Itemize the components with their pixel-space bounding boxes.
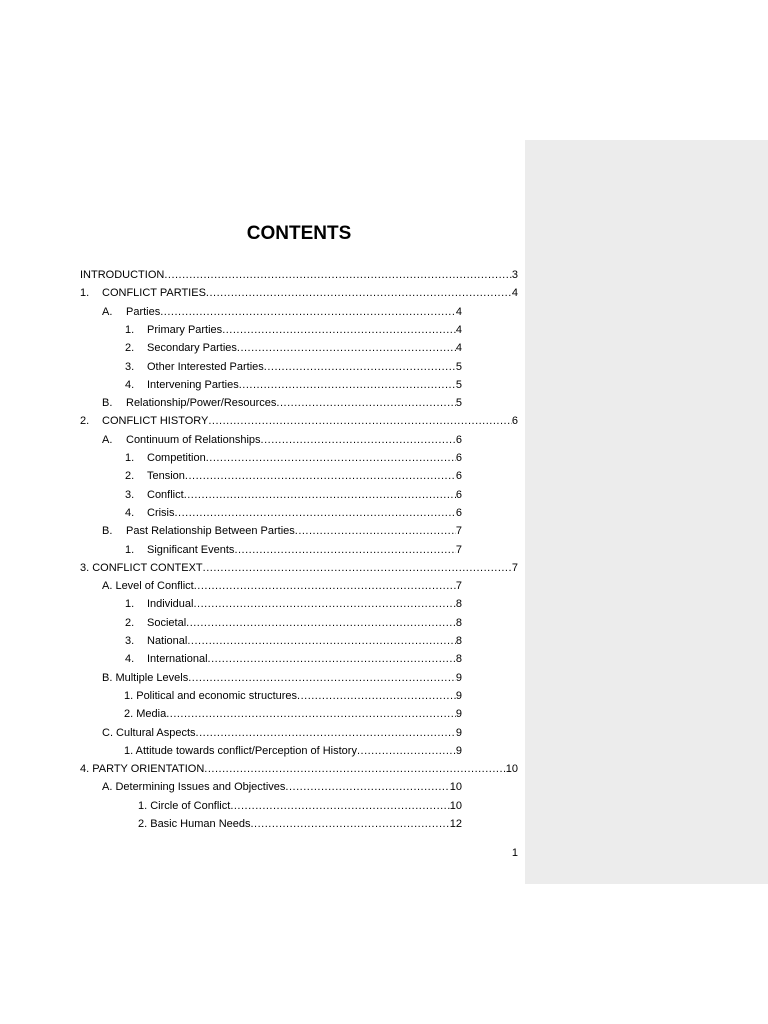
toc-entry-label: 4. PARTY ORIENTATION bbox=[80, 763, 205, 776]
toc-entry-number: 4. bbox=[125, 653, 135, 666]
toc-entry-label: A. Level of Conflict bbox=[102, 580, 194, 593]
toc-entry-label: International bbox=[147, 653, 208, 666]
toc-entry[interactable] bbox=[80, 266, 518, 284]
toc-entry[interactable] bbox=[138, 815, 462, 833]
dot-leader bbox=[194, 577, 456, 595]
toc-entry-page: 7 bbox=[511, 561, 518, 574]
toc-entry-number: 1. bbox=[125, 323, 135, 336]
dot-leader bbox=[184, 486, 456, 504]
dot-leader bbox=[204, 760, 505, 778]
toc-entry-page: 8 bbox=[455, 616, 462, 629]
toc-entry-number: A. bbox=[102, 305, 113, 318]
dot-leader bbox=[160, 303, 456, 321]
toc-entry[interactable] bbox=[125, 339, 462, 357]
toc-entry[interactable] bbox=[102, 431, 462, 449]
toc-entry-label: Other Interested Parties bbox=[147, 360, 264, 373]
dot-leader bbox=[276, 394, 455, 412]
toc-entry-label: INTRODUCTION bbox=[80, 269, 165, 281]
toc-entry-label: Conflict bbox=[147, 488, 184, 501]
page-number: 1 bbox=[511, 847, 518, 859]
dot-leader bbox=[295, 522, 456, 540]
toc-entry-label: B. Multiple Levels bbox=[102, 671, 189, 684]
dot-leader bbox=[188, 669, 456, 687]
toc-entry[interactable] bbox=[80, 412, 518, 430]
toc-entry-label: Secondary Parties bbox=[147, 342, 237, 355]
dot-leader bbox=[357, 742, 456, 760]
dot-leader bbox=[230, 797, 449, 815]
toc-entry-number: 3. bbox=[125, 635, 135, 647]
toc-entry-page: 8 bbox=[455, 635, 462, 647]
toc-entry[interactable] bbox=[102, 577, 462, 595]
dot-leader bbox=[206, 449, 456, 467]
toc-entry-label: 1. Circle of Conflict bbox=[138, 799, 231, 812]
toc-entry-page: 6 bbox=[455, 433, 462, 446]
toc-entry[interactable] bbox=[80, 559, 518, 577]
toc-entry-label: CONFLICT PARTIES bbox=[102, 287, 206, 300]
toc-entry[interactable] bbox=[125, 358, 462, 376]
toc-entry-number: 1. bbox=[125, 452, 135, 464]
toc-entry-page: 4 bbox=[455, 342, 462, 355]
toc-entry-label: 1. Attitude towards conflict/Perception of History bbox=[124, 744, 357, 757]
toc-entry[interactable] bbox=[125, 541, 462, 559]
dot-leader bbox=[187, 632, 456, 650]
toc-entry-number: 2. bbox=[125, 342, 135, 355]
dot-leader bbox=[261, 431, 456, 449]
toc-entry-label: Parties bbox=[126, 305, 161, 318]
dot-leader bbox=[264, 358, 456, 376]
toc-entry[interactable] bbox=[125, 321, 462, 339]
dot-leader bbox=[196, 724, 456, 742]
toc-entry[interactable] bbox=[138, 797, 462, 815]
toc-entry[interactable] bbox=[124, 742, 462, 760]
toc-entry-number: B. bbox=[102, 525, 113, 538]
dot-leader bbox=[208, 650, 456, 668]
toc-entry-number: 3. bbox=[125, 360, 135, 373]
dot-leader bbox=[203, 559, 512, 577]
toc-entry-number: 3. bbox=[125, 488, 135, 501]
dot-leader bbox=[166, 705, 456, 723]
toc-entry-page: 9 bbox=[455, 689, 462, 702]
toc-entry-label: Crisis bbox=[147, 506, 175, 519]
toc-entry-number: 1. bbox=[80, 287, 90, 300]
toc-entry[interactable] bbox=[80, 284, 518, 302]
toc-entry[interactable] bbox=[125, 650, 462, 668]
dot-leader bbox=[222, 321, 456, 339]
toc-entry-page: 5 bbox=[455, 360, 462, 373]
toc-entry-number: 2. bbox=[125, 470, 135, 483]
toc-entry-page: 6 bbox=[455, 452, 462, 464]
toc-entry[interactable] bbox=[102, 724, 462, 742]
dot-leader bbox=[164, 266, 512, 284]
toc-entry-page: 7 bbox=[455, 543, 462, 556]
dot-leader bbox=[297, 687, 456, 705]
toc-entry[interactable] bbox=[125, 504, 462, 522]
toc-entry-page: 10 bbox=[449, 781, 462, 794]
toc-entry-number: 2. bbox=[80, 415, 90, 428]
toc-entry-label: Intervening Parties bbox=[147, 378, 239, 391]
toc-entry[interactable] bbox=[125, 595, 462, 613]
toc-entry-label: Relationship/Power/Resources bbox=[126, 397, 277, 410]
toc-entry-page: 9 bbox=[455, 744, 462, 757]
dot-leader bbox=[175, 504, 456, 522]
toc-entry-page: 10 bbox=[505, 763, 518, 776]
toc-entry-label: Tension bbox=[147, 470, 185, 483]
toc-entry-page: 6 bbox=[455, 506, 462, 519]
toc-entry-label: 3. CONFLICT CONTEXT bbox=[80, 561, 203, 574]
page-title: CONTENTS bbox=[246, 223, 352, 244]
toc-entry-number: 1. bbox=[125, 598, 135, 611]
toc-entry-label: Past Relationship Between Parties bbox=[126, 525, 295, 538]
toc-entry-label: 1. Political and economic structures bbox=[124, 689, 298, 702]
toc-entry-page: 6 bbox=[455, 488, 462, 501]
toc-entry-page: 4 bbox=[455, 305, 462, 318]
toc-entry-page: 7 bbox=[455, 580, 462, 593]
toc-entry[interactable] bbox=[125, 614, 462, 632]
dot-leader bbox=[251, 815, 450, 833]
toc-entry[interactable] bbox=[124, 705, 462, 723]
toc-entry-label: Competition bbox=[147, 452, 206, 464]
toc-entry-label: Continuum of Relationships bbox=[126, 433, 261, 446]
toc-entry[interactable] bbox=[124, 687, 462, 705]
toc-entry-page: 8 bbox=[455, 653, 462, 666]
toc-entry-label: C. Cultural Aspects bbox=[102, 726, 196, 739]
comment-pane bbox=[525, 140, 768, 884]
toc-entry-label: Societal bbox=[147, 616, 187, 629]
toc-entry[interactable] bbox=[102, 778, 462, 796]
toc-entry[interactable] bbox=[102, 522, 462, 540]
toc-entry[interactable] bbox=[125, 376, 462, 394]
toc-entry-page: 6 bbox=[511, 415, 518, 428]
toc-entry-page: 3 bbox=[511, 269, 518, 281]
toc-entry-number: 4. bbox=[125, 506, 135, 519]
toc-entry-label: Individual bbox=[147, 598, 194, 611]
toc-entry-label: CONFLICT HISTORY bbox=[102, 415, 209, 428]
toc-entry-number: 4. bbox=[125, 378, 135, 391]
toc-entry-label: A. Determining Issues and Objectives bbox=[102, 781, 286, 794]
toc-entry-label: Significant Events bbox=[147, 543, 235, 556]
toc-entry-page: 4 bbox=[511, 287, 518, 300]
toc-entry-page: 5 bbox=[455, 378, 462, 391]
dot-leader bbox=[234, 541, 455, 559]
toc-entry-page: 9 bbox=[455, 708, 462, 721]
toc-entry-label: 2. Basic Human Needs bbox=[138, 818, 251, 830]
toc-entry[interactable] bbox=[102, 303, 462, 321]
toc-entry[interactable] bbox=[125, 467, 462, 485]
dot-leader bbox=[208, 412, 512, 430]
toc-entry-page: 5 bbox=[455, 397, 462, 410]
toc-entry-page: 12 bbox=[449, 818, 462, 830]
dot-leader bbox=[186, 614, 456, 632]
toc-entry-page: 6 bbox=[455, 470, 462, 483]
toc-entry-label: National bbox=[147, 635, 188, 647]
toc-entry[interactable] bbox=[125, 632, 462, 650]
toc-entry[interactable] bbox=[102, 669, 462, 687]
dot-leader bbox=[185, 467, 456, 485]
toc-entry-page: 4 bbox=[455, 323, 462, 336]
toc-entry-number: 2. bbox=[125, 616, 135, 629]
toc-entry[interactable] bbox=[125, 449, 462, 467]
toc-entry-page: 9 bbox=[455, 671, 462, 684]
dot-leader bbox=[239, 376, 456, 394]
dot-leader bbox=[285, 778, 449, 796]
dot-leader bbox=[193, 595, 455, 613]
toc-entry-page: 9 bbox=[455, 726, 462, 739]
toc-entry[interactable] bbox=[102, 394, 462, 412]
toc-entry-page: 10 bbox=[449, 799, 462, 812]
toc-entry-number: B. bbox=[102, 397, 113, 410]
toc-entry[interactable] bbox=[80, 760, 518, 778]
toc-entry-number: 1. bbox=[125, 543, 135, 556]
toc-entry-label: Primary Parties bbox=[147, 323, 223, 336]
toc-entry-label: 2. Media bbox=[124, 708, 167, 721]
toc-entry-page: 8 bbox=[455, 598, 462, 611]
dot-leader bbox=[206, 284, 512, 302]
dot-leader bbox=[237, 339, 456, 357]
toc-entry-number: A. bbox=[102, 433, 113, 446]
toc-entry-page: 7 bbox=[455, 525, 462, 538]
toc-entry[interactable] bbox=[125, 486, 462, 504]
